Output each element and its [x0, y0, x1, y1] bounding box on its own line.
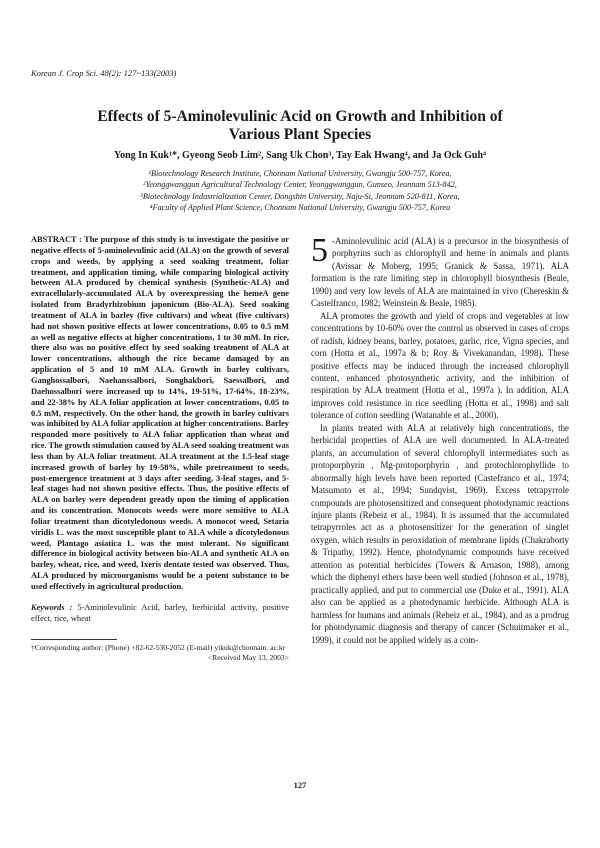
body-paragraph-1-text: -Aminolevulinic acid (ALA) is a precursor in the biosynthesis of porphyrins such as chlorophyll and heme in animals and plants (Avissar & Moberg, 1995; Granick & Sassa, 1971). ALA formation is the rate limiting step in chlorophyll biosynthesis (Beale, 1990) and very low levels of ALA are maintained in vivo (Chereskin & Castelfranco, 1982; Weinstein & Beale, 1985).: [311, 236, 569, 309]
drop-cap: 5: [311, 232, 328, 269]
right-column: [311, 232, 569, 646]
affiliation-2: ²Yeonggwanggun Agricultural Technology Center, Yeonggwanggun, Gunseo, Jeonnam 513-842,: [143, 180, 457, 190]
left-column: [31, 235, 289, 663]
title-line-1: Effects of 5-Aminolevulinic Acid on Growth and Inhibition of: [97, 108, 503, 125]
journal-reference: Korean J. Crop Sci. 48(2): 127~133(2003): [31, 68, 177, 78]
body-paragraph-2: ALA promotes the growth and yield of crops and vegetables at low concentrations by 10-60% over the control as observed in cases of crops of radish, kidney beans, barley, potatoes, garlic, rice, Vigna species, and corn (Hotta et al., 1997a & b; Roy & Vivekanandan, 1998). These positive effects may be induced through the increased chlorophyll content, enhanced photosynthetic activity, and the inhibition of respiration by ALA treatment (Hotta et al., 1997a ). In addition, ALA improves cold resistance in rice seedling (Hotta et al., 1998) and salt tolerance of cotton seedling (Watanable et al., 2000).: [311, 310, 569, 421]
abstract: [31, 235, 289, 593]
footnote-text: †Corresponding author: (Phone) +82-62-530-2052 (E-mail) yikuk@chonnam. ac.kr: [31, 642, 286, 652]
affiliation-4: ⁴Faculty of Applied Plant Science, Chonnam National University, Gwangju 500-757, Korea: [149, 202, 451, 212]
received-date: <Received May 13, 2003>: [207, 652, 289, 662]
abstract-label: ABSTRACT :: [31, 235, 82, 244]
footnote-divider: [31, 639, 117, 640]
title-line-2: Various Plant Species: [228, 126, 372, 143]
affiliations: [60, 168, 540, 213]
body-paragraph-1: [311, 232, 569, 310]
keywords: [31, 603, 289, 625]
affiliation-3: ³Biotechnology Industrialization Center, Dongshin University, Naju-Si, Jeonnam 520-811, Korea,: [140, 191, 460, 201]
keywords-label: Keywords :: [31, 602, 73, 612]
body-paragraph-3: In plants treated with ALA at relatively high concentrations, the herbicidal properties of ALA are well documented. In ALA-treated plants, an accumulation of several chlorophyll intermediates such as protoporphyrin , Mg-protoporphyrin , and protochlorophyllide to abnormally high levels have been reported (Castefranco et al., 1974; Matsumoto et al., 1994; Sundqvist, 1969). Excess tetrapyrrole compounds are photosensitized and consequent photodynamic reactions injure plants (Rebeiz et al., 1984). It is assumed that the accumulated tetrapyrroles act as a photosensitizer for the generation of singlet oxygen, which results in peroxidation of membrane lipids (Chakraborty & Tripathy, 1992). Hence, photodynamic compounds have received attention as potential herbicides (Towers & Arnason, 1988), among which the diphenyl ethers have been well studied (Johnson et al., 1978), practically applied, and put to commercial use (Duke et al., 1991). ALA also can be applied as a photodynamic herbicide. Although ALA is harmless for humans and animals (Rebeiz et al., 1984), and as a prodrug for photodynamic diagnosis and therapy of cancer (Schuitmaker et al., 1999), it could not be applied widely as a com-: [311, 422, 569, 645]
author-list: Yong In Kuk¹*, Gyeong Seob Lim², Sang Uk Chon³, Tay Eak Hwang⁴, and Ja Ock Guh⁴: [113, 150, 487, 161]
abstract-text: The purpose of this study is to investigate the positive or negative effects of 5-aminolevulinic acid (ALA) on the growth of several crops and weeds, by applying a seed soaking treatment, foliar treatment, and application timing, while comparing biological activity between ALA produced by chemical synthesis (Synthetic-ALA) and extracellularly-accumulated ALA by overexpressing the hemeA gene isolated from Bradyrhizobium japonicum (Bio-ALA). Seed soaking treatment of ALA in barley (five cultivars) and wheat (five cultivars) had not shown positive effects at lower concentrations, 0.05 to 0.5 mM as well as negative effects at higher concentrations, 1 to 30 mM. In rice, there also was no positive effect by seed soaking treatment of ALA at lower concentrations, although the rice became damaged by an application of 5 and 10 mM ALA. Growth in barley cultivars, Ganghossalbori, Naehanssalbori, Songhakbori, Saessalbori, and Daehossalbori were increased up to 14%, 19-51%, 17-64%, 18-23%, and 22-38% by ALA foliar application at lower concentrations, 0.05 to 0.5 mM, respectively. On the other hand, the growth in barley cultivars was inhibited by ALA foliar application at higher concentrations. Barley responded more positively to ALA foliar application than wheat and rice. The growth stimulation caused by ALA seed soaking treatment was less than by ALA foliar treatment. ALA treatment at the 1.5-leaf stage increased growth of barley by 19-58%, while pretreatment to seeds, post-emergence treatment at 3 days after seeding, 3-leaf stages, and 5-leaf stages had not shown positive effects. Thus, the positive effects of ALA on barley were dependent greatly upon the timing of application and its concentration. Monocots weeds were more sensitive to ALA foliar treatment than dicotyledonous weeds. A monocot weed, Setaria viridis L. was the most susceptible plant to ALA while a dicotyledonous weed, Plantago asiatica L. was the most tolerant. No significant difference in biological activity between bio-ALA and synthetic ALA on barley, wheat, rice, and weed, Ixeris dentate tested was observed. Thus, ALA produced by microorganisms would be a potent substance to be used effectively in agricultural production.: [31, 235, 289, 591]
corresponding-author-footnote: [31, 642, 289, 662]
page-number: 127: [293, 780, 307, 790]
affiliation-1: ¹Biotechnology Research Institute, Chonnam National University, Gwangju 500-757, Korea,: [148, 169, 452, 178]
paper-title: [60, 108, 540, 144]
keywords-text: 5-Aminolevulinic Acid, barley, herbicidal activity, positive effect, rice, wheat: [31, 602, 289, 623]
